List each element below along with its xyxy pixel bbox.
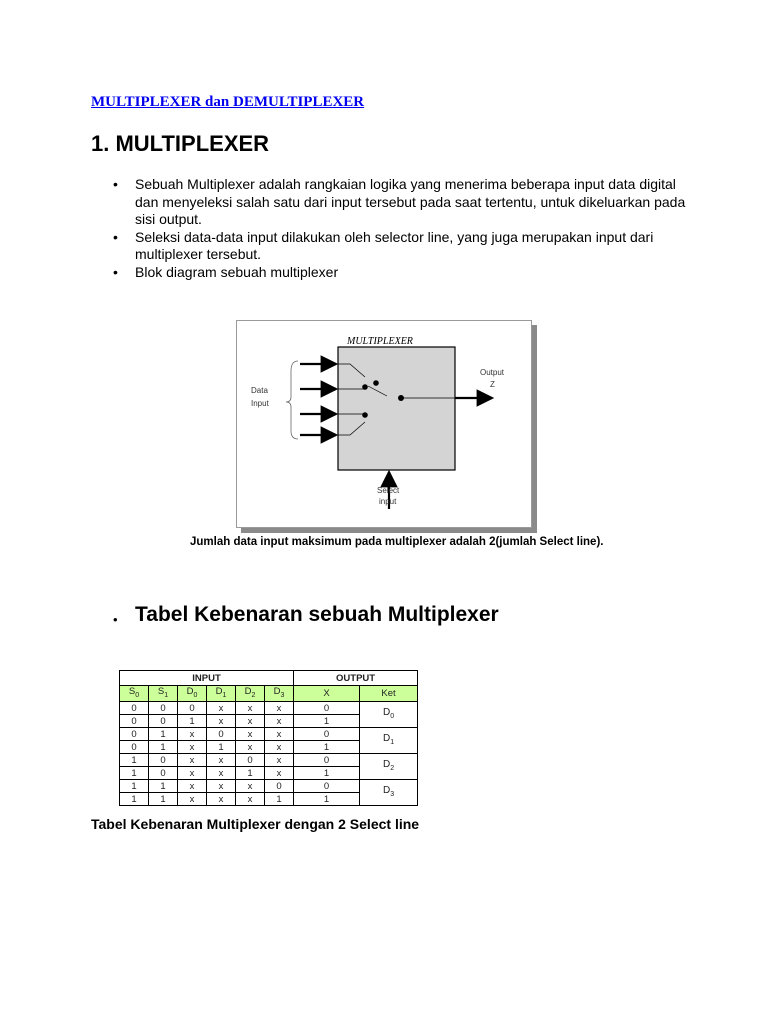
column-header: $S_0$ [120,686,149,702]
column-header: X [294,686,360,702]
table-row: 0 1 x 0 x x 0 $D_1$ [120,728,418,741]
input-brace [286,361,298,439]
table-row: 1 0 x x 1 x 1 [120,767,418,780]
output-label: Output [480,368,505,377]
ket-cell: $D_2$ [360,754,418,780]
table-row: 1 1 x x x 0 0 $D_3$ [120,780,418,793]
table-row: 1 0 x x 0 x 0 $D_2$ [120,754,418,767]
mux-block [338,347,455,470]
list-item: • Blok diagram sebuah multiplexer [113,264,693,282]
ket-cell: $D_3$ [360,780,418,806]
ket-cell: $D_0$ [360,702,418,728]
input-group-header: INPUT [120,671,294,686]
switch-contact [362,384,368,390]
bullet: • [113,612,118,627]
column-header: $S_1$ [149,686,178,702]
table-row: 0 1 x 1 x x 1 [120,741,418,754]
description-list [113,176,693,282]
list-item: • Seleksi data-data input dilakukan oleh selector line, yang juga merupakan input dari multiplexer tersebut. [113,229,693,264]
ket-cell: $D_1$ [360,728,418,754]
table-caption: Tabel Kebenaran Multiplexer dengan 2 Select line [91,816,420,832]
select-input-label: input [379,497,397,506]
output-z-label: Z [490,380,495,389]
output-group-header: OUTPUT [294,671,418,686]
truth-table-heading: Tabel Kebenaran sebuah Multiplexer [135,603,499,626]
truth-table [119,670,418,806]
input-label: Input [251,399,269,408]
column-header: Ket [360,686,418,702]
column-header: $D_0$ [178,686,207,702]
table-row: 0 0 0 x x x 0 $D_0$ [120,702,418,715]
data-label: Data [251,386,268,395]
select-label: Select [377,486,400,495]
section-heading: 1. MULTIPLEXER [91,131,270,156]
multiplexer-block-diagram [236,320,532,528]
column-header: $D_3$ [265,686,294,702]
switch-contact [362,412,368,418]
switch-contact [373,380,379,386]
list-item: • Sebuah Multiplexer adalah rangkaian logika yang menerima beberapa input data digital dan menyeleksi salah satu dari input tersebut pada saat tertentu, untuk dikeluarkan pada sisi output. [113,176,693,229]
table-row: 1 1 x x x 1 1 [120,793,418,806]
column-header: $D_2$ [236,686,265,702]
column-header: $D_1$ [207,686,236,702]
mux-title: MULTIPLEXER [347,336,413,347]
title-link[interactable]: MULTIPLEXER dan DEMULTIPLEXER [91,94,365,110]
table-row: 0 0 1 x x x 1 [120,715,418,728]
diagram-caption: Jumlah data input maksimum pada multiplexer adalah 2(jumlah Select line). [190,536,604,548]
